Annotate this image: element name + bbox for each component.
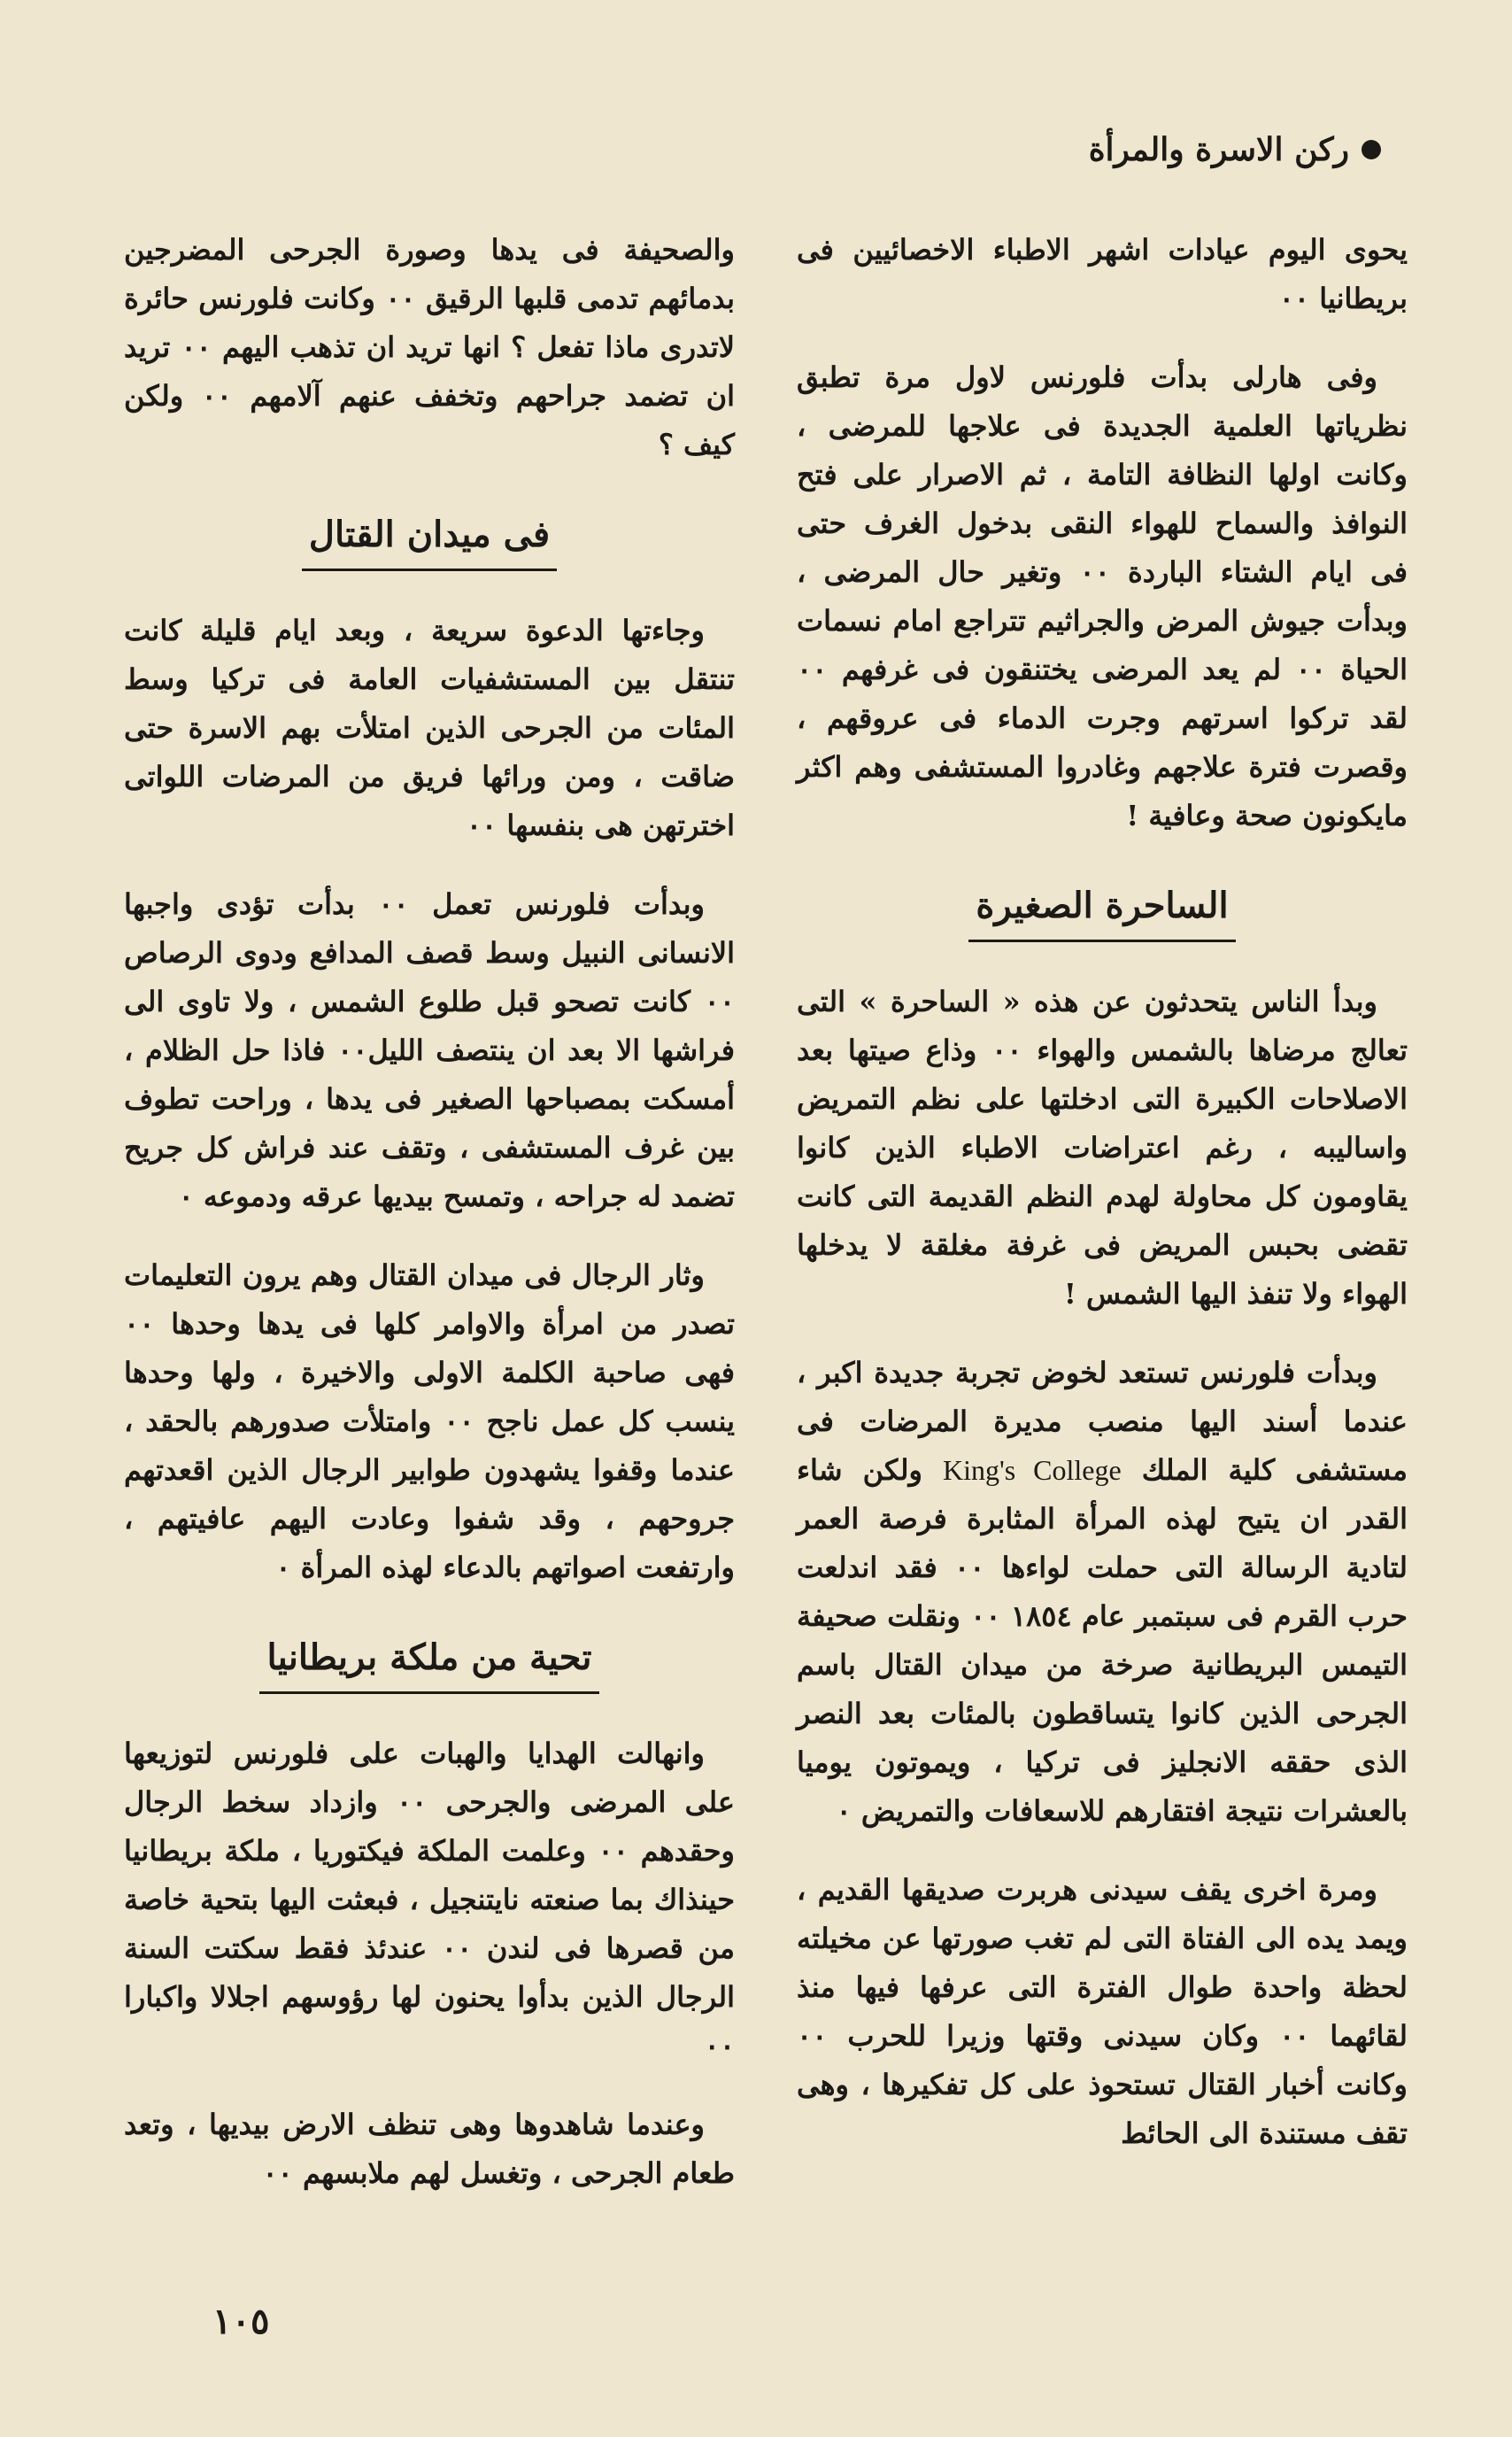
paragraph: وبدأ الناس يتحدثون عن هذه « الساحرة » التى تعالج مرضاها بالشمس والهواء ٠٠ وذاع صيتها بعد الاصلاحات الكبيرة التى ادخلتها على نظم التمريض واساليبه ، رغم اعتراضات الاطباء الذين كانوا يقاومون كل محاولة لهدم النظم القديمة التى كانت تقضى بحبس المريض فى غرفة مغلقة لا يدخلها الهواء ولا تنفذ اليها الشمس ! [797,985,1408,1311]
paragraph: وانهالت الهدايا والهبات على فلورنس لتوزيعها على المرضى والجرحى ٠٠ وازداد سخط الرجال وحقدهم ٠٠ وعلمت الملكة فيكتوريا ، ملكة بريطانيا حينذاك بما صنعته نايتنجيل ، فبعثت اليها بتحية خاصة من قصرها فى لندن ٠٠ عندئذ فقط سكتت السنة الرجال الذين بدأوا يحنون لها رؤوسهم اجلالا واكبارا ٠٠ [124,1737,736,2062]
paragraph: والصحيفة فى يدها وصورة الجرحى المضرجين بدمائهم تدمى قلبها الرقيق ٠٠ وكانت فلورنس حائرة لاتدرى ماذا تفعل ؟ انها تريد ان تذهب اليهم ٠٠ تريد ان تضمد جراحهم وتخفف عنهم آلامهم ٠٠ ولكن كيف ؟ [124,233,736,461]
section-title: تحية من ملكة بريطانيا [259,1633,598,1694]
header-title: ركن الاسرة والمرأة [1088,131,1349,168]
paragraph: وثار الرجال فى ميدان القتال وهم يرون التعليمات تصدر من امرأة والاوامر كلها فى يدها وحدها ٠٠ فهى صاحبة الكلمة الاولى والاخيرة ، ولها وحدها ينسب كل عمل ناجح ٠٠ وامتلأت صدورهم بالحقد ، عندما وقفوا يشهدون طوابير الرجال الذين اقعدتهم جروحهم ، وقد شفوا وعادت اليهم عافيتهم ، وارتفعت اصواتهم بالدعاء لهذه المرأة ٠ [124,1258,736,1584]
section-title: الساحرة الصغيرة [968,881,1235,942]
section-header [1089,131,1381,168]
paragraph: ومرة اخرى يقف سيدنى هربرت صديقها القديم ، ويمد يده الى الفتاة التى لم تغب صورتها عن مخيلته لحظة واحدة طوال الفترة التى عرفها فيها منذ لقائهما ٠٠ وكان سيدنى وقتها وزيرا للحرب ٠٠ وكانت أخبار القتال تستحوذ على كل تفكيرها ، وهى تقف مستندة الى الحائط [797,1873,1408,2150]
right-column [797,226,1408,2188]
bullet-icon [1362,140,1381,159]
latin-name: King's College [943,1454,1122,1486]
paragraph: وجاءتها الدعوة سريعة ، وبعد ايام قليلة كانت تنتقل بين المستشفيات العامة فى تركيا وسط المئات من الجرحى الذين امتلأت بهم الاسرة حتى ضاقت ، ومن ورائها فريق من المرضات اللواتى اخترتهن هى بنفسها ٠٠ [124,614,735,842]
left-column [124,226,735,2228]
section-heading [797,881,1408,942]
paragraph: وبدأت فلورنس تعمل ٠٠ بدأت تؤدى واجبها الانسانى النبيل وسط قصف المدافع ودوى الرصاص ٠٠ كانت تصحو قبل طلوع الشمس ، ولا تاوى الى فراشها الا بعد ان ينتصف الليل٠٠ فاذا حل الظلام ، أمسكت بمصباحها الصغير فى يدها ، وراحت تطوف بين غرف المستشفى ، وتقف عند فراش كل جريح تضمد له جراحه ، وتمسح بيديها عرقه ودموعه ٠ [124,887,736,1213]
paragraph: وعندما شاهدوها وهى تنظف الارض بيديها ، وتعد طعام الجرحى ، وتغسل لهم ملابسهم ٠٠ [124,2108,735,2190]
paragraph-text: وبدأت فلورنس تستعد لخوض تجربة جديدة اكبر ، عندما أسند اليها منصب مديرة المرضات فى مستشفى كلية الملك [797,1356,1408,1487]
paragraph [797,1349,1408,1836]
paragraph: يحوى اليوم عيادات اشهر الاطباء الاخصائيين فى بريطانيا ٠٠ [797,233,1408,315]
paragraph-text: ولكن شاء القدر ان يتيح لهذه المرأة المثابرة فرصة العمر لتادية الرسالة التى حملت لواءها ٠٠ فقد اندلعت حرب القرم فى سبتمبر عام ١٨٥٤ ٠٠ ونقلت صحيفة التيمس البريطانية صرخة من ميدان القتال باسم الجرحى الذين كانوا يتساقطون بالمئات بعد النصر الذى حققه الانجليز فى تركيا ، ويموتون يوميا بالعشرات نتيجة افتقارهم للاسعافات والتمريض ٠ [797,1453,1408,1828]
section-title: فى ميدان القتال [302,510,557,571]
page-number: ١٠٥ [212,2301,270,2342]
section-heading [124,510,735,571]
paragraph: وفى هارلى بدأت فلورنس لاول مرة تطبق نظرياتها العلمية الجديدة فى علاجها للمرضى ، وكانت اولها النظافة التامة ، ثم الاصرار على فتح النوافذ والسماح للهواء النقى بدخول الغرف حتى فى ايام الشتاء الباردة ٠٠ وتغير حال المرضى ، وبدأت جيوش المرض والجراثيم تتراجع امام نسمات الحياة ٠٠ لم يعد المرضى يختنقون فى غرفهم ٠٠ لقد تركوا اسرتهم وجرت الدماء فى عروقهم ، وقصرت فترة علاجهم وغادروا المستشفى وهم اكثر مايكونون صحة وعافية ! [797,360,1408,832]
section-heading [124,1633,735,1694]
